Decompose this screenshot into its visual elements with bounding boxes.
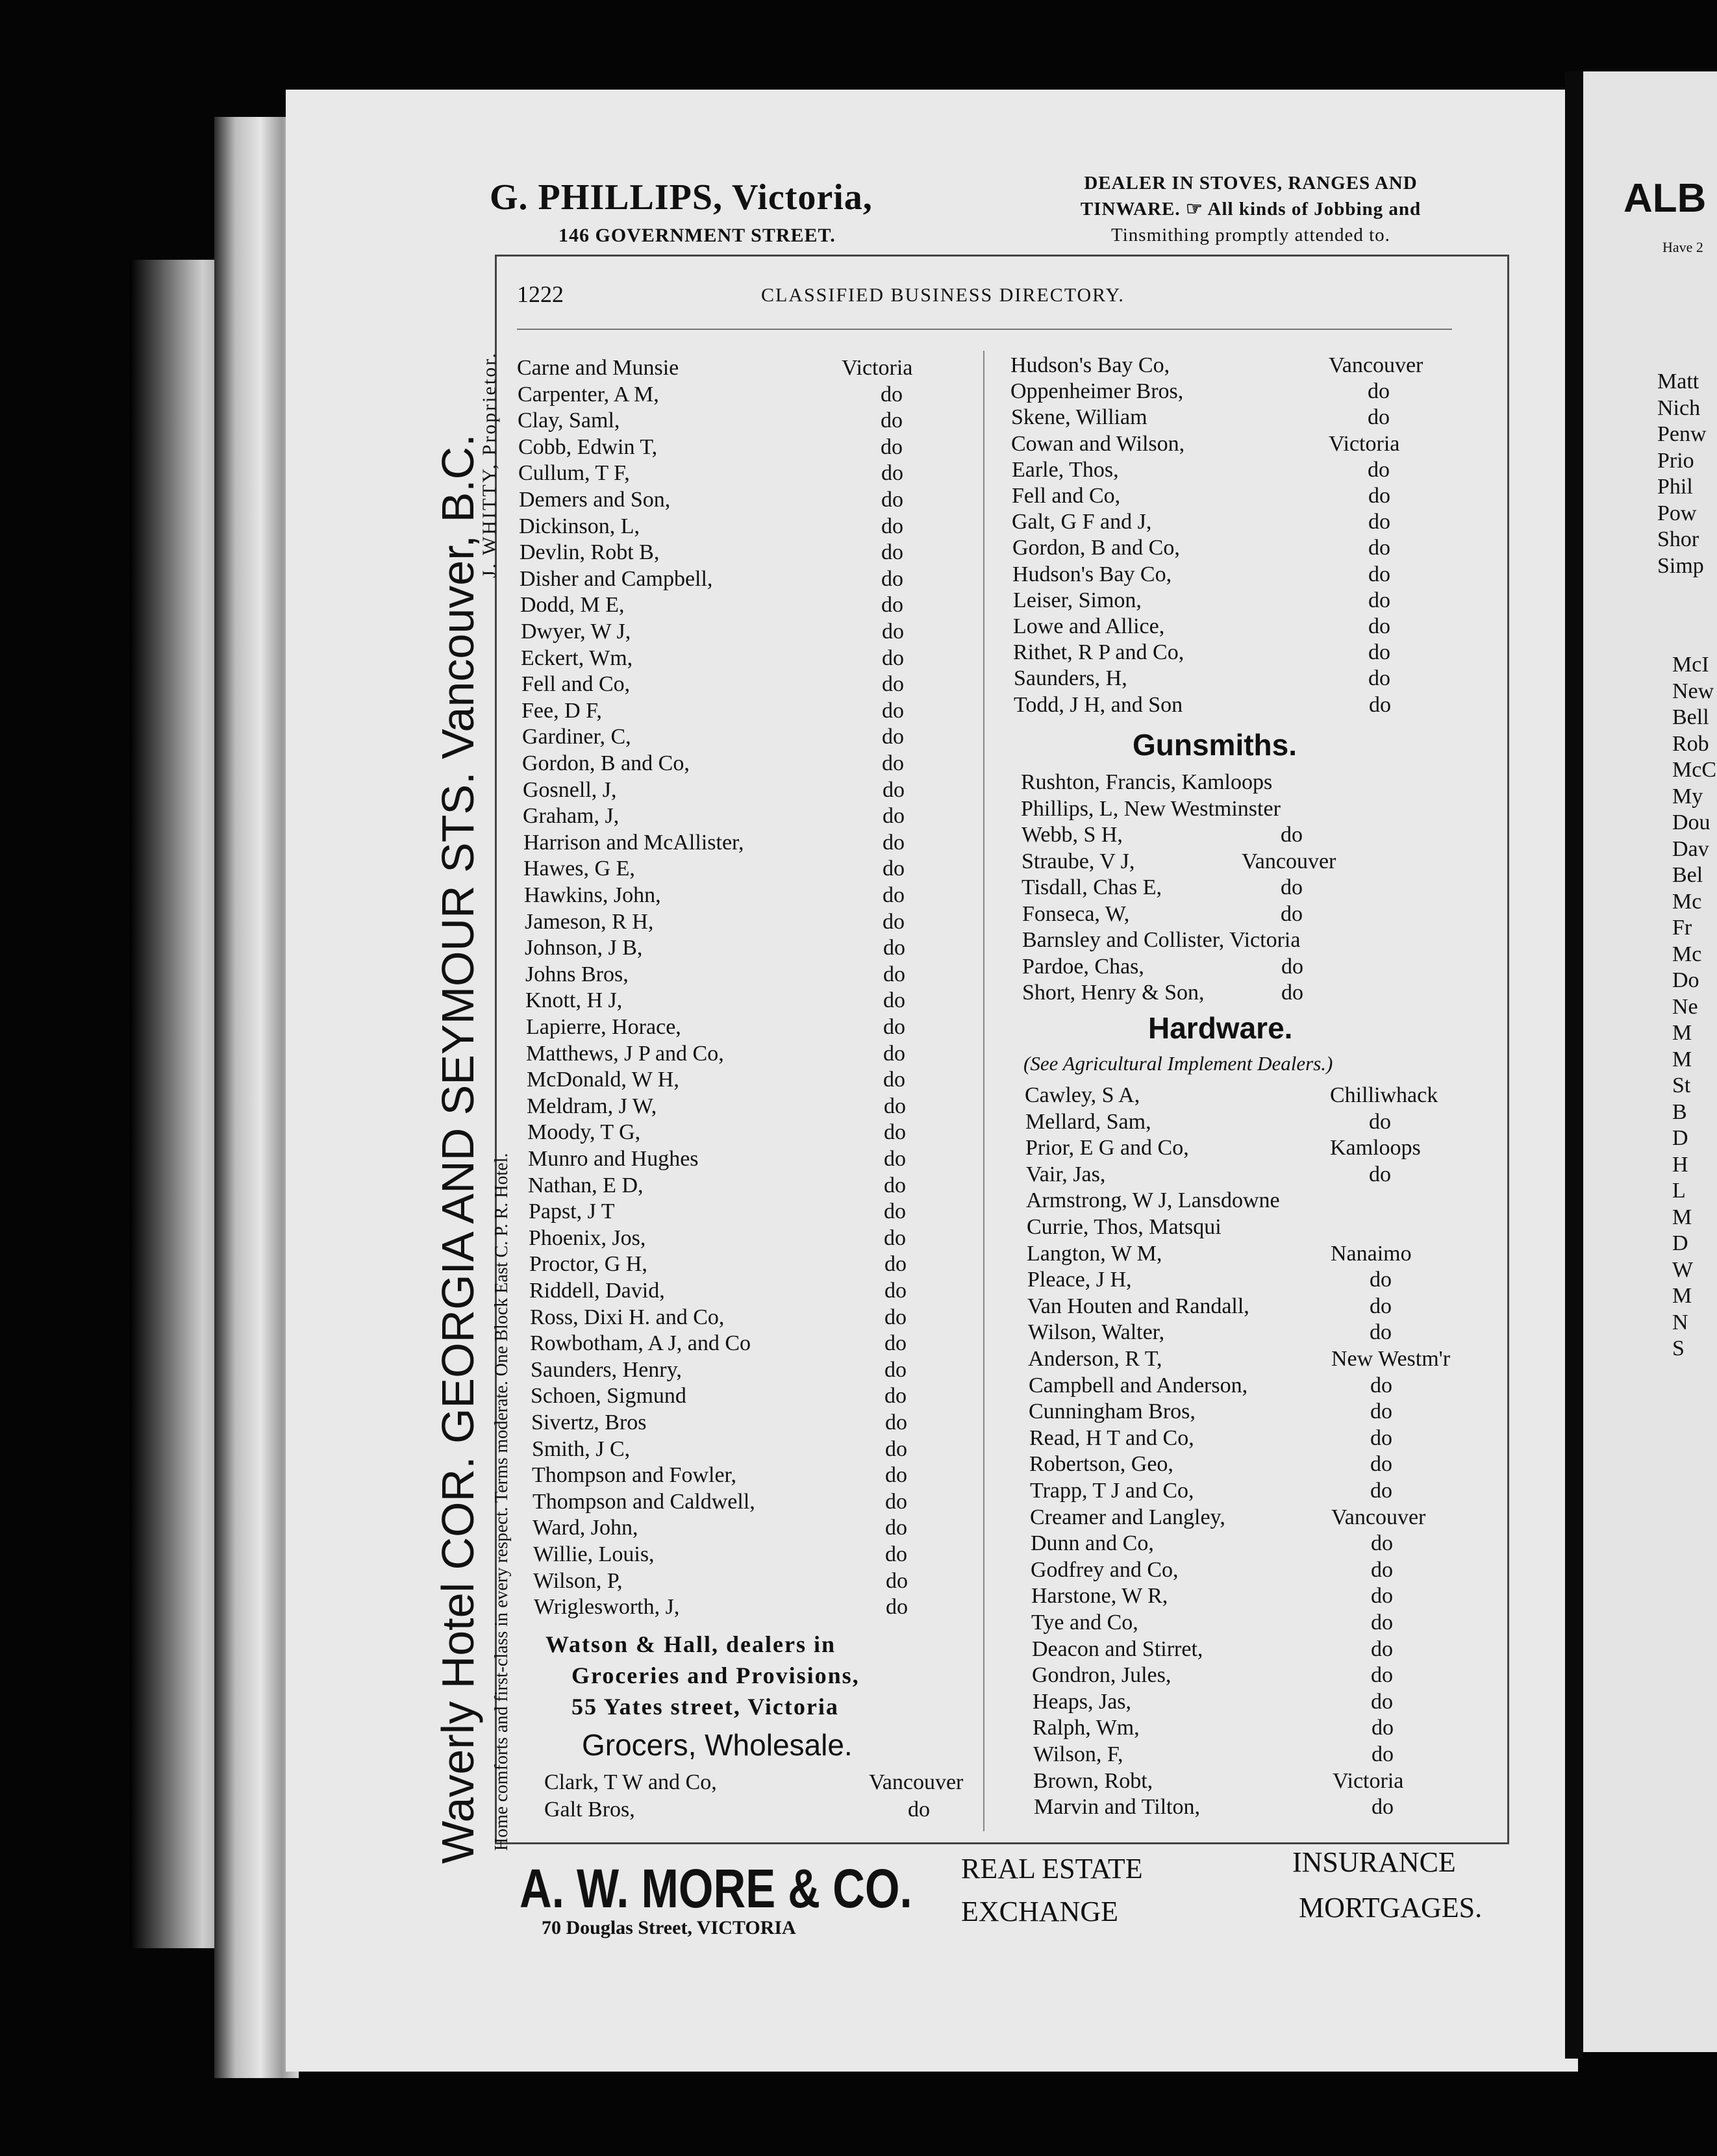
entry-place: do [884, 1120, 906, 1145]
entry-place: do [882, 620, 904, 644]
entry-name: Wilson, Walter, [1028, 1320, 1165, 1345]
header-ad-line: DEALER IN STOVES, RANGES AND [1084, 173, 1418, 194]
entry-name: Ross, Dixi H. and Co, [530, 1305, 725, 1329]
hardware-list [1025, 1083, 1473, 1836]
entry-name: Godfrey and Co, [1031, 1557, 1179, 1582]
entry-place: do [881, 514, 903, 538]
right-column-top-list [1010, 353, 1459, 730]
entry-place: do [883, 936, 905, 960]
entry-name: Carpenter, A M, [518, 382, 659, 407]
adjacent-page-line: Fr [1672, 916, 1692, 940]
adjacent-page-title: ALB [1623, 176, 1707, 221]
entry-place: do [1371, 1636, 1393, 1661]
entry-name: Smith, J C, [532, 1436, 631, 1461]
adjacent-page-line: Bel [1672, 863, 1703, 887]
entry-name: Demers and Son, [519, 488, 671, 512]
entry-name: Knott, H J, [525, 988, 623, 1013]
footer-ad-street: 70 Douglas Street, VICTORIA [542, 1917, 796, 1938]
adjacent-page-line: M [1672, 1284, 1692, 1308]
entry-name: Lowe and Allice, [1013, 614, 1165, 638]
entry-name: Gardiner, C, [522, 725, 631, 749]
entry-name: Pardoe, Chas, [1022, 954, 1144, 979]
entry-place: do [882, 646, 904, 670]
entry-name: Willie, Louis, [533, 1542, 655, 1566]
footer-ad-mortgages: MORTGAGES. [1299, 1892, 1483, 1924]
page-number: 1222 [517, 281, 564, 307]
entry-place: do [1371, 1531, 1393, 1556]
entry-name: Prior, E G and Co, [1025, 1136, 1189, 1160]
entry-place: do [1370, 1373, 1392, 1398]
entry-name: Proctor, G H, [529, 1252, 647, 1277]
entry-name: Saunders, Henry, [531, 1357, 682, 1382]
entry-place: do [1372, 1742, 1394, 1766]
entry-place: do [1371, 1557, 1393, 1582]
entry-name: Clay, Saml, [518, 408, 620, 433]
entry-name: Clark, T W and Co, [544, 1770, 717, 1794]
header-ad-name: G. PHILLIPS, Victoria, [490, 177, 873, 218]
entry-place: do [1372, 1795, 1394, 1820]
entry-name: Nathan, E D, [528, 1173, 644, 1197]
entry-name: Munro and Hughes [528, 1147, 699, 1171]
adjacent-page-line: D [1672, 1231, 1688, 1255]
entry-name: Rushton, Francis, Kamloops [1021, 770, 1273, 794]
header-ad-line: TINWARE. ☞ All kinds of Jobbing and [1080, 199, 1422, 219]
entry-name: Read, H T and Co, [1029, 1425, 1194, 1450]
entry-place: do [882, 751, 904, 775]
entry-name: Fell and Co, [1012, 484, 1121, 508]
entry-place: do [881, 540, 903, 565]
entry-name: Devlin, Robt B, [520, 540, 660, 565]
adjacent-page-line: Pow [1657, 501, 1697, 525]
entry-name: Campbell and Anderson, [1029, 1373, 1248, 1398]
watson-hall-ad [545, 1629, 860, 1722]
entry-place: do [881, 488, 903, 512]
entry-name: Langton, W M, [1027, 1241, 1162, 1266]
section-heading-gunsmiths: Gunsmiths. [1133, 728, 1297, 762]
adjacent-page-line: Simp [1657, 553, 1704, 578]
entry-name: Vair, Jas, [1026, 1162, 1106, 1186]
entry-name: Tisdall, Chas E, [1021, 875, 1162, 899]
entry-name: Galt Bros, [544, 1798, 635, 1822]
entry-place: do [1368, 666, 1390, 691]
section-heading-hardware: Hardware. [1148, 1011, 1293, 1045]
entry-name: Cunningham Bros, [1029, 1399, 1196, 1424]
entry-name: Sivertz, Bros [531, 1410, 647, 1435]
adjacent-page-line: Rob [1672, 731, 1709, 756]
header-rule [517, 329, 1452, 330]
adjacent-page-line: Shor [1657, 527, 1699, 551]
entry-place: do [1369, 1109, 1391, 1134]
entry-place: do [884, 1252, 907, 1277]
adjacent-page-line: McI [1672, 653, 1709, 677]
entry-place: do [1370, 1425, 1392, 1450]
entry-place: Vancouver [1329, 353, 1423, 377]
adjacent-page-list-a [1657, 369, 1707, 579]
entry-name: Meldram, J W, [527, 1094, 657, 1118]
entry-name: Wilson, P, [533, 1568, 623, 1593]
entry-name: Schoen, Sigmund [531, 1384, 686, 1409]
entry-name: Papst, J T [529, 1199, 615, 1224]
entry-name: Eckert, Wm, [521, 646, 633, 670]
adjacent-page-line: S [1672, 1336, 1685, 1360]
adjacent-page-line: Ne [1672, 994, 1698, 1019]
footer-ad-name: A. W. MORE & CO. [520, 1858, 912, 1919]
adjacent-page-line: H [1672, 1152, 1688, 1177]
entry-name: Disher and Campbell, [520, 566, 713, 591]
entry-place: do [1281, 981, 1303, 1005]
left-column [517, 356, 965, 1629]
entry-name: Hawkins, John, [524, 883, 661, 907]
entry-place: do [1368, 510, 1390, 534]
watson-ad-line: 55 Yates street, Victoria [571, 1694, 839, 1720]
book-gutter [1565, 71, 1583, 2059]
watson-ad-line: Watson & Hall, dealers in [545, 1631, 836, 1657]
entry-name: Phillips, L, New Westminster [1021, 796, 1281, 821]
entry-place: do [883, 830, 905, 855]
entry-name: Ward, John, [533, 1516, 638, 1540]
adjacent-page-line: M [1672, 1021, 1692, 1045]
entry-place: do [1371, 1584, 1393, 1609]
entry-place: do [884, 1094, 906, 1118]
footer-ad-insurance: INSURANCE [1292, 1846, 1456, 1878]
entry-place: do [884, 1173, 906, 1197]
entry-place: Chilliwhack [1330, 1083, 1438, 1107]
entry-place: do [1370, 1294, 1392, 1318]
entry-place: do [886, 1595, 908, 1620]
header-ad-description [1017, 170, 1485, 248]
entry-name: Marvin and Tilton, [1034, 1795, 1200, 1820]
entry-name: Saunders, H, [1014, 666, 1127, 691]
entry-place: do [1371, 1689, 1393, 1714]
entry-name: Cowan and Wilson, [1011, 431, 1185, 456]
entry-name: Rithet, R P and Co, [1013, 640, 1184, 665]
entry-place: do [1370, 1399, 1392, 1424]
adjacent-page-line: M [1672, 1047, 1692, 1072]
entry-name: Armstrong, W J, Lansdowne [1026, 1188, 1280, 1213]
entry-place: do [883, 909, 905, 934]
entry-place: do [1281, 901, 1303, 926]
entry-place: do [885, 1436, 907, 1461]
adjacent-page-line: N [1672, 1310, 1688, 1335]
adjacent-page-line: McC [1672, 758, 1716, 782]
entry-name: Phoenix, Jos, [529, 1225, 646, 1250]
entry-place: do [1281, 875, 1303, 899]
adjacent-page-line: B [1672, 1099, 1687, 1124]
adjacent-page-line: Mc [1672, 889, 1702, 914]
entry-name: Pleace, J H, [1027, 1268, 1132, 1292]
entry-place: do [886, 1568, 908, 1593]
adjacent-page-line: L [1672, 1179, 1686, 1203]
entry-place: do [884, 1331, 907, 1356]
header-ad-street: 146 GOVERNMENT STREET. [558, 225, 836, 246]
entry-name: Johnson, J B, [525, 936, 643, 960]
entry-name: Gondron, Jules, [1032, 1663, 1172, 1688]
adjacent-page-line: Dou [1672, 810, 1711, 834]
entry-name: Carne and Munsie [517, 356, 679, 380]
adjacent-page-line: Matt [1657, 370, 1699, 394]
entry-name: Thompson and Caldwell, [533, 1489, 755, 1514]
entry-place: do [883, 883, 905, 907]
entry-place: do [883, 1015, 905, 1039]
adjacent-page-line: Penw [1657, 422, 1707, 446]
section-heading-grocers-wholesale: Grocers, Wholesale. [582, 1728, 853, 1762]
entry-name: Dickinson, L, [519, 514, 640, 538]
entry-place: do [885, 1463, 907, 1488]
watson-ad-line: Groceries and Provisions, [571, 1662, 860, 1688]
entry-name: Oppenheimer Bros, [1010, 379, 1184, 404]
entry-name: Riddell, David, [529, 1279, 665, 1303]
entry-place: do [885, 1410, 907, 1435]
entry-place: do [881, 408, 903, 433]
entry-place: do [883, 857, 905, 881]
entry-name: Skene, William [1011, 405, 1147, 430]
entry-place: do [884, 1357, 907, 1382]
entry-place: Victoria [1329, 431, 1400, 456]
entry-name: Rowbotham, A J, and Co [530, 1331, 751, 1356]
entry-place: Vancouver [1331, 1505, 1426, 1529]
entry-name: Wriglesworth, J, [534, 1595, 680, 1620]
entry-place: do [1368, 588, 1390, 612]
entry-place: do [883, 804, 905, 829]
entry-place: do [882, 725, 904, 749]
entry-name: Trapp, T J and Co, [1030, 1479, 1194, 1503]
entry-place: do [885, 1489, 907, 1514]
side-ad-proprietor: J. WHITTY, Proprietor. [479, 351, 500, 578]
entry-place: do [1368, 405, 1390, 430]
entry-name: Creamer and Langley, [1030, 1505, 1225, 1529]
entry-place: do [1281, 823, 1303, 847]
entry-name: Brown, Robt, [1033, 1768, 1153, 1793]
entry-place: do [1370, 1452, 1392, 1477]
entry-place: do [1368, 562, 1390, 586]
entry-name: Robertson, Geo, [1029, 1452, 1173, 1477]
entry-name: Jameson, R H, [525, 909, 654, 934]
entry-name: Gordon, B and Co, [1012, 536, 1180, 560]
adjacent-page-line: W [1672, 1257, 1694, 1282]
adjacent-page-line: New [1672, 679, 1714, 703]
entry-place: do [1368, 614, 1390, 638]
entry-place: do [1372, 1716, 1394, 1740]
entry-name: Thompson and Fowler, [532, 1463, 736, 1488]
entry-place: do [882, 672, 904, 697]
entry-name: Lapierre, Horace, [526, 1015, 681, 1039]
entry-name: Moody, T G, [527, 1120, 641, 1145]
gunsmiths-list [1021, 770, 1462, 1010]
entry-place: do [1370, 1268, 1392, 1292]
entry-place: do [884, 1305, 907, 1329]
entry-name: Tye and Co, [1031, 1611, 1138, 1635]
footer-ad-real-estate: REAL ESTATE [961, 1853, 1143, 1885]
adjacent-page-line: Mc [1672, 942, 1702, 966]
entry-name: Harrison and McAllister, [523, 830, 744, 855]
entry-place: do [885, 1516, 907, 1540]
page-header [517, 281, 1452, 307]
adjacent-page-line: D [1672, 1126, 1688, 1150]
adjacent-page-line: Bell [1672, 705, 1709, 729]
entry-name: Fee, D F, [521, 698, 602, 723]
entry-place: Vancouver [1242, 849, 1336, 873]
entry-place: do [1368, 457, 1390, 482]
entry-name: Earle, Thos, [1012, 457, 1119, 482]
entry-place: do [885, 1542, 907, 1566]
entry-place: do [884, 1147, 906, 1171]
adjacent-page-line: Dav [1672, 836, 1709, 861]
entry-name: Matthews, J P and Co, [526, 1041, 724, 1066]
entry-name: Straube, V J, [1021, 849, 1135, 873]
entry-place: Victoria [1333, 1768, 1404, 1793]
entry-place: do [1368, 640, 1390, 665]
entry-place: do [881, 461, 903, 486]
entry-place: do [881, 593, 903, 618]
hardware-see-note: (See Agricultural Implement Dealers.) [1023, 1052, 1333, 1075]
entry-place: do [881, 566, 903, 591]
entry-place: do [882, 698, 904, 723]
entry-place: do [883, 988, 905, 1013]
entry-place: do [881, 382, 903, 407]
column-divider [983, 351, 984, 1831]
adjacent-page-line: Nich [1657, 395, 1701, 420]
entry-name: Anderson, R T, [1028, 1347, 1162, 1371]
entry-place: Vancouver [869, 1770, 964, 1794]
entry-place: do [883, 1068, 905, 1092]
entry-name: Fonseca, W, [1022, 901, 1130, 926]
adjacent-page-line: St [1672, 1073, 1691, 1097]
entry-name: Barnsley and Collister, Victoria [1022, 928, 1301, 952]
entry-place: do [883, 1041, 905, 1066]
entry-name: Dwyer, W J, [521, 620, 631, 644]
entry-name: Heaps, Jas, [1033, 1689, 1132, 1714]
entry-name: Ralph, Wm, [1033, 1716, 1140, 1740]
entry-name: Dodd, M E, [520, 593, 625, 618]
entry-name: Leiser, Simon, [1013, 588, 1142, 612]
entry-name: Wilson, F, [1033, 1742, 1123, 1766]
adjacent-page-subtitle: Have 2 [1662, 239, 1703, 255]
entry-place: do [883, 777, 905, 802]
entry-name: Graham, J, [523, 804, 620, 829]
side-ad-headline: Waverly Hotel COR. GEORGIA AND SEYMOUR STS. Vancouver, B.C. [432, 434, 483, 1864]
entry-place: do [908, 1798, 930, 1822]
entry-name: Gosnell, J, [523, 777, 617, 802]
adjacent-page-line: Prio [1657, 448, 1694, 473]
adjacent-page-line: M [1672, 1205, 1692, 1229]
entry-place: do [1369, 1162, 1391, 1186]
entry-name: Dunn and Co, [1031, 1531, 1154, 1556]
adjacent-page-list-b [1672, 652, 1716, 1362]
entry-name: McDonald, W H, [527, 1068, 679, 1092]
adjacent-page-line: Phil [1657, 475, 1693, 499]
entry-place: Victoria [842, 356, 913, 380]
entry-name: Van Houten and Randall, [1027, 1294, 1249, 1318]
entry-place: do [881, 434, 903, 459]
entry-place: Nanaimo [1331, 1241, 1412, 1266]
entry-name: Short, Henry & Son, [1022, 981, 1205, 1005]
entry-place: do [1371, 1611, 1393, 1635]
entry-place: do [1370, 1320, 1392, 1345]
header-ad-line: Tinsmithing promptly attended to. [1111, 225, 1390, 245]
entry-name: Harstone, W R, [1031, 1584, 1168, 1609]
entry-name: Cawley, S A, [1025, 1083, 1140, 1107]
entry-place: do [1281, 954, 1303, 979]
entry-name: Hudson's Bay Co, [1010, 353, 1170, 377]
page-title: CLASSIFIED BUSINESS DIRECTORY. [761, 284, 1125, 306]
side-ad-details: Home comforts and first-class in every respect. Terms moderate. One Block East C. P. R. Hotel. [492, 1153, 512, 1851]
entry-place: do [1370, 1479, 1392, 1503]
entry-place: Kamloops [1330, 1136, 1421, 1160]
entry-place: do [1368, 484, 1390, 508]
entry-place: do [1369, 692, 1391, 717]
entry-place: do [884, 1199, 906, 1224]
entry-name: Mellard, Sam, [1025, 1109, 1151, 1134]
adjacent-page-line: Do [1672, 968, 1699, 992]
entry-place: do [883, 962, 905, 986]
footer-ad-exchange: EXCHANGE [961, 1896, 1118, 1927]
entry-name: Galt, G F and J, [1012, 510, 1152, 534]
entry-name: Todd, J H, and Son [1014, 692, 1183, 717]
entry-place: do [884, 1225, 906, 1250]
entry-name: Gordon, B and Co, [522, 751, 690, 775]
grocers-wholesale-list [544, 1770, 973, 1829]
entry-name: Fell and Co, [521, 672, 631, 697]
entry-name: Johns Bros, [525, 962, 629, 986]
adjacent-page-line: My [1672, 784, 1703, 808]
entry-name: Cobb, Edwin T, [518, 434, 658, 459]
entry-place: do [1368, 379, 1390, 404]
entry-name: Hudson's Bay Co, [1012, 562, 1172, 586]
entry-place: do [1371, 1663, 1393, 1688]
entry-name: Hawes, G E, [523, 857, 635, 881]
entry-place: do [884, 1279, 907, 1303]
entry-place: do [884, 1384, 907, 1409]
entry-name: Webb, S H, [1021, 823, 1123, 847]
entry-place: New Westm'r [1331, 1347, 1451, 1371]
entry-name: Deacon and Stirret, [1032, 1636, 1203, 1661]
entry-name: Currie, Thos, Matsqui [1027, 1215, 1222, 1239]
entry-place: do [1368, 536, 1390, 560]
entry-name: Cullum, T F, [518, 461, 630, 486]
